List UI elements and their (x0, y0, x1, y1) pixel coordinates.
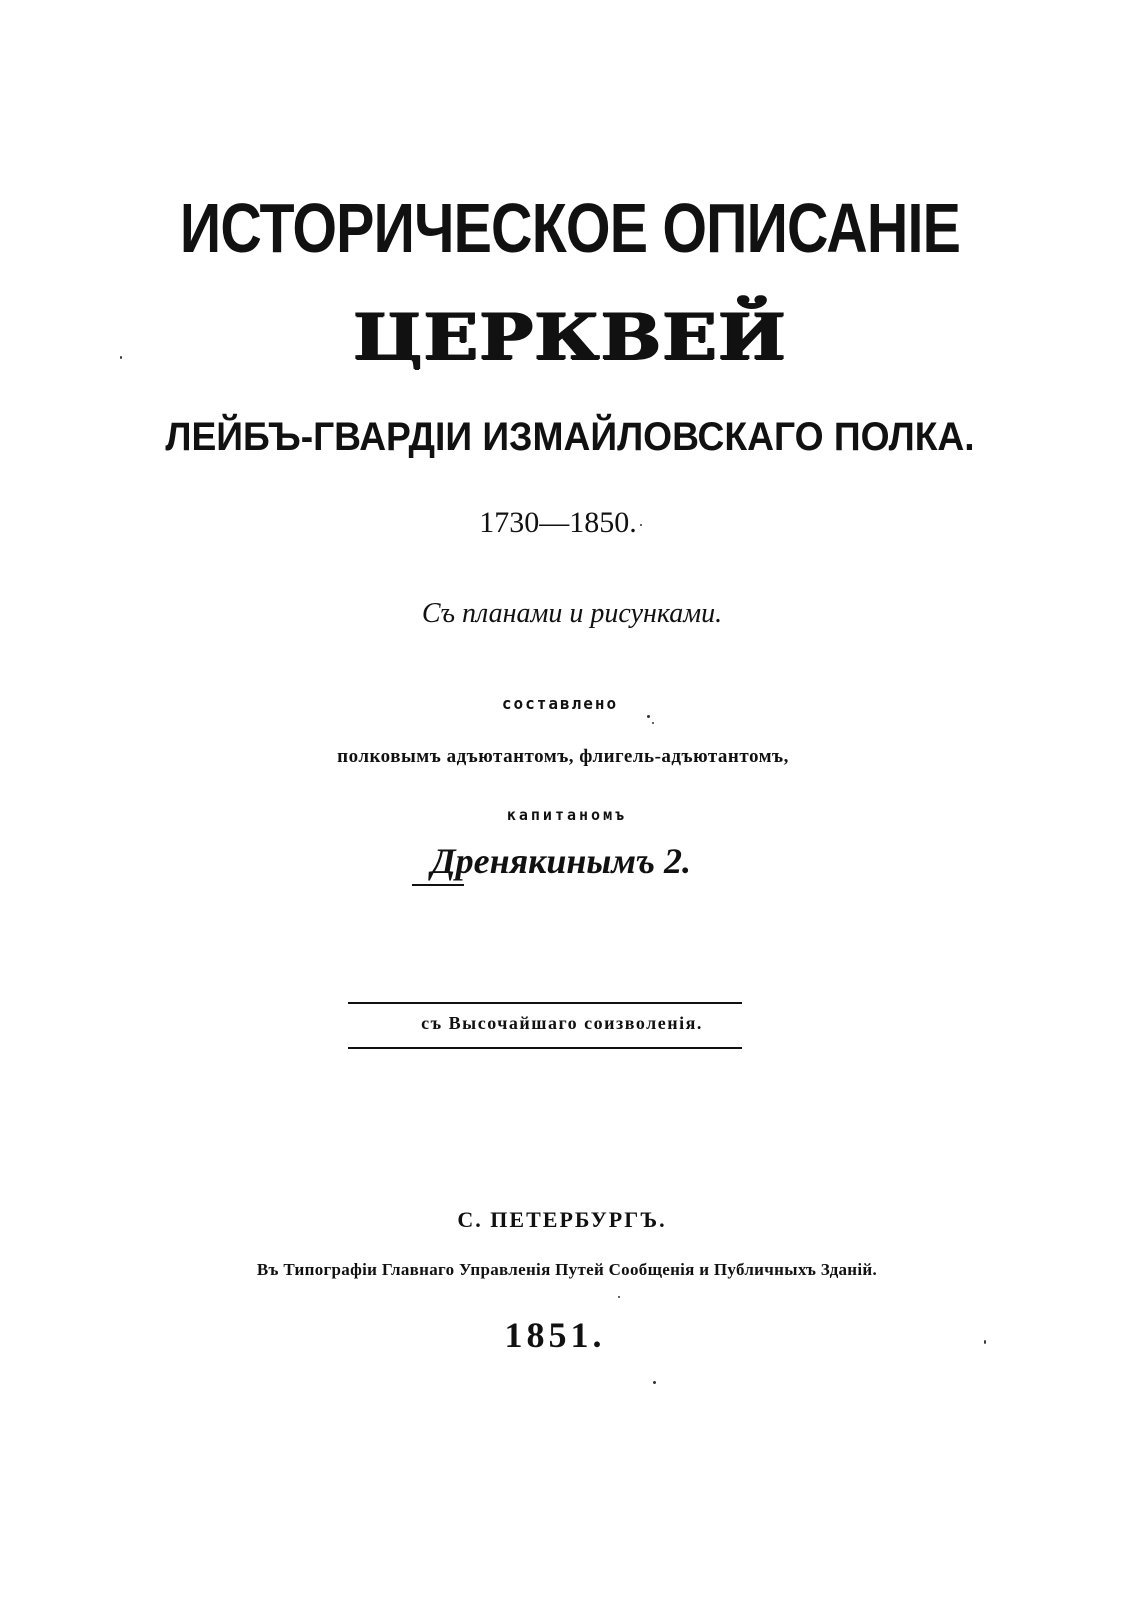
speck (653, 1381, 656, 1384)
title-line-1: ИСТОРИЧЕСКОЕ ОПИСАНІЕ (179, 189, 961, 267)
author-title: капитаномъ (506, 806, 628, 824)
rule-top (348, 1002, 742, 1004)
speck (647, 715, 650, 718)
speck (618, 1296, 620, 1298)
title-line-3: ЛЕЙБЪ-ГВАРДІИ ИЗМАЙЛОВСКАГО ПОЛКА. (165, 415, 975, 459)
compiled-by-label: составлено (501, 694, 619, 713)
imprint-year: 1851. (504, 1315, 606, 1355)
author-rank: полковымъ адъютантомъ, флигель-адъютантомъ, (337, 746, 789, 767)
years-range: 1730—1850. (479, 506, 637, 539)
speck (120, 356, 122, 359)
speck (652, 722, 654, 724)
subtitle: Съ планами и рисунками. (421, 598, 723, 629)
author-name: Дренякинымъ 2. (431, 841, 691, 881)
imperial-permission: съ Высочайшаго соизволенія. (421, 1013, 703, 1033)
author-underline (412, 884, 464, 886)
speck (640, 524, 642, 526)
title-line-2: ЦЕРКВЕЙ (353, 300, 787, 375)
imprint-printer: Въ Типографіи Главнаго Управленія Путей Сообщенія и Публичныхъ Зданій. (256, 1260, 878, 1279)
speck (984, 1340, 986, 1344)
rule-bottom (348, 1047, 742, 1049)
imprint-city: С. ПЕТЕРБУРГЪ. (457, 1207, 667, 1232)
